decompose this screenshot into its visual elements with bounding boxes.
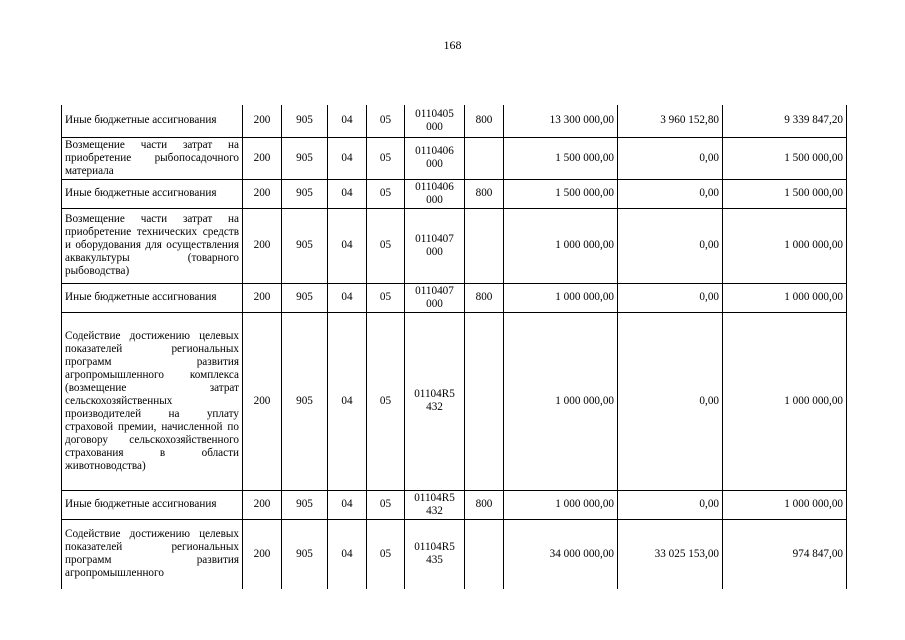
remaining-amount: 974 847,00: [723, 519, 847, 589]
grbs-code: 200: [243, 208, 282, 283]
section-code: 04: [328, 312, 367, 490]
remaining-amount: 1 500 000,00: [723, 179, 847, 208]
target-article-code: 01104R5 432: [405, 490, 465, 519]
planned-amount: 1 000 000,00: [504, 208, 618, 283]
expense-type-code: 800: [465, 490, 504, 519]
executed-amount: 0,00: [618, 490, 723, 519]
section-code: 04: [328, 179, 367, 208]
row-name: Иные бюджетные ассигнования: [62, 105, 243, 137]
row-name: Иные бюджетные ассигнования: [62, 283, 243, 312]
target-article-code: 0110407 000: [405, 283, 465, 312]
table-row: [62, 208, 847, 283]
row-name: Возмещение части затрат на приобретение технических средств и оборудования для осуществления аквакультуры (товарного рыбоводства): [62, 208, 243, 283]
remaining-amount: 1 000 000,00: [723, 312, 847, 490]
page-number: 168: [443, 38, 462, 52]
target-article-code: 0110406 000: [405, 137, 465, 179]
executed-amount: 33 025 153,00: [618, 519, 723, 589]
target-article-code: 0110405 000: [405, 105, 465, 137]
section-code: 04: [328, 208, 367, 283]
target-article-code: 01104R5 432: [405, 312, 465, 490]
section-code: 04: [328, 105, 367, 137]
section-code: 04: [328, 490, 367, 519]
planned-amount: 34 000 000,00: [504, 519, 618, 589]
subsection-code: 05: [367, 490, 405, 519]
remaining-amount: 1 500 000,00: [723, 137, 847, 179]
expense-type-code: [465, 137, 504, 179]
row-name: Иные бюджетные ассигнования: [62, 179, 243, 208]
row-name: Возмещение части затрат на приобретение рыбопосадочного материала: [62, 137, 243, 179]
remaining-amount: 1 000 000,00: [723, 283, 847, 312]
executed-amount: 0,00: [618, 312, 723, 490]
executed-amount: 0,00: [618, 137, 723, 179]
grbs-code: 200: [243, 137, 282, 179]
department-code: 905: [282, 137, 328, 179]
grbs-code: 200: [243, 312, 282, 490]
section-code: 04: [328, 283, 367, 312]
subsection-code: 05: [367, 137, 405, 179]
executed-amount: 0,00: [618, 179, 723, 208]
executed-amount: 0,00: [618, 283, 723, 312]
department-code: 905: [282, 208, 328, 283]
row-name: Содействие достижению целевых показателей региональных программ развития агропромышленного комплекса (возмещение затрат сельскохозяйственных производителей на уплату страховой премии, начисленной по договору сельскохозяйственного страхования в области животноводства): [62, 312, 243, 490]
row-name: Иные бюджетные ассигнования: [62, 490, 243, 519]
grbs-code: 200: [243, 283, 282, 312]
subsection-code: 05: [367, 208, 405, 283]
department-code: 905: [282, 312, 328, 490]
expense-type-code: [465, 312, 504, 490]
expense-type-code: [465, 519, 504, 589]
table-row: [62, 179, 847, 208]
department-code: 905: [282, 283, 328, 312]
planned-amount: 1 000 000,00: [504, 490, 618, 519]
executed-amount: 0,00: [618, 208, 723, 283]
department-code: 905: [282, 179, 328, 208]
executed-amount: 3 960 152,80: [618, 105, 723, 137]
planned-amount: 1 500 000,00: [504, 179, 618, 208]
remaining-amount: 9 339 847,20: [723, 105, 847, 137]
subsection-code: 05: [367, 283, 405, 312]
subsection-code: 05: [367, 312, 405, 490]
table-row: [62, 490, 847, 519]
planned-amount: 1 500 000,00: [504, 137, 618, 179]
department-code: 905: [282, 519, 328, 589]
row-name: Содействие достижению целевых показателей региональных программ развития агропромышленного: [62, 519, 243, 589]
target-article-code: 0110407 000: [405, 208, 465, 283]
subsection-code: 05: [367, 105, 405, 137]
grbs-code: 200: [243, 105, 282, 137]
expense-type-code: 800: [465, 179, 504, 208]
department-code: 905: [282, 105, 328, 137]
expense-type-code: 800: [465, 283, 504, 312]
planned-amount: 1 000 000,00: [504, 312, 618, 490]
expense-type-code: [465, 208, 504, 283]
table-row: [62, 283, 847, 312]
section-code: 04: [328, 519, 367, 589]
remaining-amount: 1 000 000,00: [723, 208, 847, 283]
planned-amount: 13 300 000,00: [504, 105, 618, 137]
table-row: [62, 312, 847, 490]
budget-table: [61, 105, 847, 589]
table-row: [62, 137, 847, 179]
remaining-amount: 1 000 000,00: [723, 490, 847, 519]
section-code: 04: [328, 137, 367, 179]
subsection-code: 05: [367, 519, 405, 589]
grbs-code: 200: [243, 179, 282, 208]
table-row: [62, 105, 847, 137]
planned-amount: 1 000 000,00: [504, 283, 618, 312]
department-code: 905: [282, 490, 328, 519]
subsection-code: 05: [367, 179, 405, 208]
grbs-code: 200: [243, 490, 282, 519]
table-row: [62, 519, 847, 589]
grbs-code: 200: [243, 519, 282, 589]
target-article-code: 01104R5 435: [405, 519, 465, 589]
expense-type-code: 800: [465, 105, 504, 137]
target-article-code: 0110406 000: [405, 179, 465, 208]
